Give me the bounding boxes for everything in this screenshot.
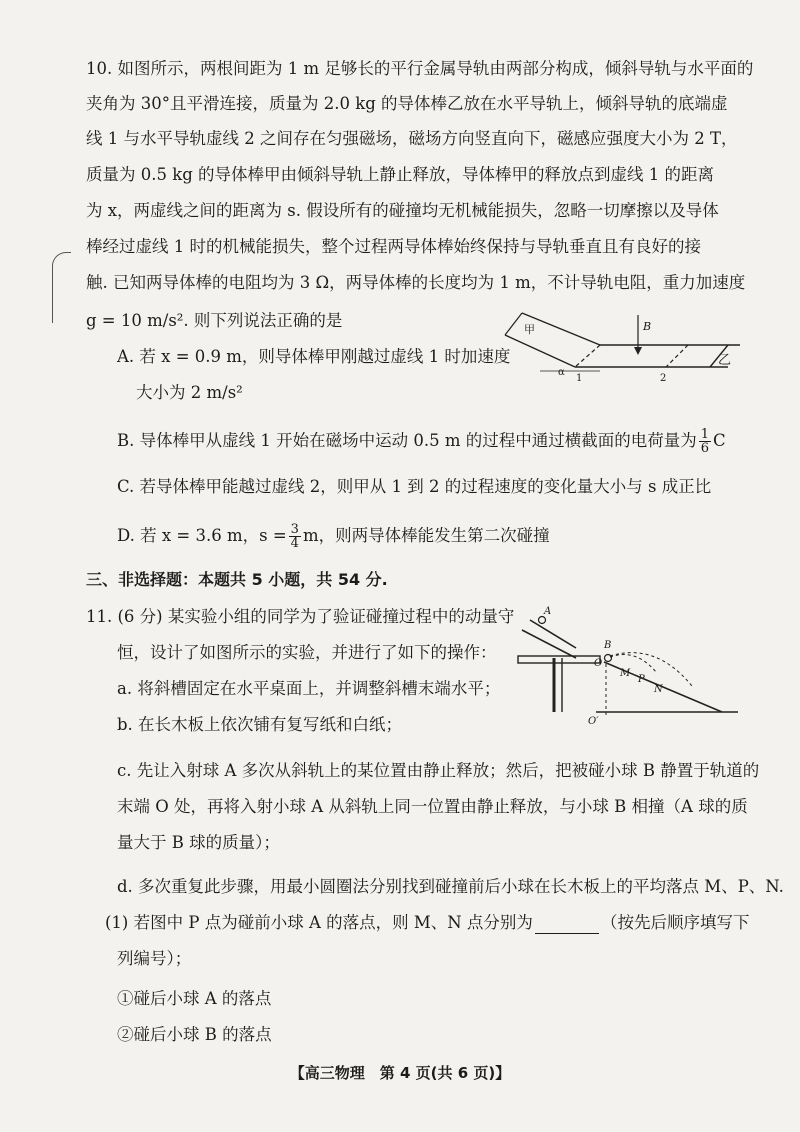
q11-step-d: d. 多次重复此步骤，用最小圆圈法分别找到碰撞前后小球在长木板上的平均落点 M、P、N. xyxy=(117,877,784,896)
answer-blank[interactable] xyxy=(535,917,599,934)
q10-option-d-fraction xyxy=(289,523,301,550)
q11-step-c-line-2: 末端 O 处，再将入射小球 A 从斜轨上同一位置由静止释放，与小球 B 相撞（A 球的质 xyxy=(117,797,748,816)
q10-line-2: 夹角为 30°且平滑连接，质量为 2.0 kg 的导体棒乙放在水平导轨上，倾斜导轨的底端虚 xyxy=(86,94,728,113)
fraction-numerator: 1 xyxy=(700,427,710,442)
q10-option-b-unit: C xyxy=(713,431,726,450)
q10-option-c: C. 若导体棒甲能越过虚线 2，则甲从 1 到 2 的过程速度的变化量大小与 s 成正比 xyxy=(117,477,712,496)
label-jia: 甲 xyxy=(524,323,535,336)
fraction-denominator: 6 xyxy=(700,441,710,456)
trajectory-near xyxy=(610,655,656,672)
margin-bracket-mark xyxy=(52,252,71,323)
q10-option-b xyxy=(117,428,777,455)
label-line-1: 1 xyxy=(576,373,583,384)
label-o: O xyxy=(594,658,603,669)
q11-sub1-text-end: （按先后顺序填写下 xyxy=(600,913,750,932)
label-p: P xyxy=(638,674,645,685)
ball-a xyxy=(539,617,546,624)
fraction-numerator: 3 xyxy=(290,522,299,537)
fraction-denominator: 4 xyxy=(290,536,299,551)
q10-line-7: 触. 已知两导体棒的电阻均为 3 Ω，两导体棒的长度均为 1 m，不计导轨电阻，重力加速度 xyxy=(86,273,746,292)
q11-line-2: 恒，设计了如图所示的实验，并进行了如下的操作： xyxy=(117,643,497,662)
q11-experiment-figure xyxy=(516,600,748,730)
label-a: A xyxy=(544,606,552,617)
q10-line-8: g = 10 m/s². 则下列说法正确的是 xyxy=(86,311,343,330)
arrow-head-icon xyxy=(634,347,642,355)
q10-option-a-line-1: A. 若 x = 0.9 m，则导体棒甲刚越过虚线 1 时加速度 xyxy=(117,347,511,366)
label-b: B xyxy=(604,640,612,651)
q10-option-a-line-2: 大小为 2 m/s² xyxy=(136,383,243,402)
q11-choice-1: ①碰后小球 A 的落点 xyxy=(117,989,272,1008)
q11-choice-2: ②碰后小球 B 的落点 xyxy=(117,1025,272,1044)
page-footer: 【高三物理 第 4 页(共 6 页)】 xyxy=(289,1064,511,1082)
table-top xyxy=(518,656,600,663)
dashed-line-1 xyxy=(575,345,600,367)
label-n: N xyxy=(654,684,663,695)
section-3-heading: 三、非选择题：本题共 5 小题，共 54 分. xyxy=(86,570,388,589)
label-o-prime: O′ xyxy=(588,716,599,727)
label-m: M xyxy=(620,668,631,679)
q10-option-d-text-end: m，则两导体棒能发生第二次碰撞 xyxy=(302,526,550,545)
q11-sub1 xyxy=(105,912,765,934)
q10-option-b-text: B. 导体棒甲从虚线 1 开始在磁场中运动 0.5 m 的过程中通过横截面的电荷量为 xyxy=(117,431,697,450)
q11-step-c-line-3: 量大于 B 球的质量）； xyxy=(117,833,280,852)
q10-line-4: 质量为 0.5 kg 的导体棒甲由倾斜导轨上静止释放，导体棒甲的释放点到虚线 1 的距离 xyxy=(86,165,715,184)
inclined-rail-lower xyxy=(505,335,575,367)
label-b-field: B xyxy=(643,320,652,333)
q11-sub1-text: (1) 若图中 P 点为碰前小球 A 的落点，则 M、N 点分别为 xyxy=(105,913,533,932)
label-yi: 乙 xyxy=(718,353,732,368)
q10-option-b-fraction xyxy=(699,428,711,455)
q10-line-1: 10. 如图所示，两根间距为 1 m 足够长的平行金属导轨由两部分构成，倾斜导轨与水平面的 xyxy=(86,59,754,78)
rod-jia xyxy=(505,313,522,335)
q10-option-d-text: D. 若 x = 3.6 m，s = xyxy=(117,526,287,545)
q10-line-5: 为 x，两虚线之间的距离为 s. 假设所有的碰撞均无机械能损失，忽略一切摩擦以及导体 xyxy=(86,201,719,220)
inclined-chute-inner xyxy=(530,620,576,648)
q11-step-a: a. 将斜槽固定在水平桌面上，并调整斜槽末端水平； xyxy=(117,679,501,698)
q10-line-3: 线 1 与水平导轨虚线 2 之间存在匀强磁场，磁场方向竖直向下，磁感应强度大小为 2 T， xyxy=(86,129,738,148)
label-alpha: α xyxy=(558,367,565,378)
q10-line-6: 棒经过虚线 1 时的机械能损失，整个过程两导体棒始终保持与导轨垂直且有良好的接 xyxy=(86,237,701,256)
q10-option-d xyxy=(117,523,777,550)
q10-rail-figure xyxy=(500,305,750,385)
label-line-2: 2 xyxy=(660,373,667,384)
q11-step-b: b. 在长木板上依次铺有复写纸和白纸； xyxy=(117,715,403,734)
q11-line-1: 11. (6 分) 某实验小组的同学为了验证碰撞过程中的动量守 xyxy=(86,607,515,626)
q11-sub1-line-2: 列编号）； xyxy=(117,949,192,968)
q11-step-c-line-1: c. 先让入射球 A 多次从斜轨上的某位置由静止释放；然后，把被碰小球 B 静置于轨道的 xyxy=(117,761,760,780)
dashed-line-2 xyxy=(666,345,688,367)
